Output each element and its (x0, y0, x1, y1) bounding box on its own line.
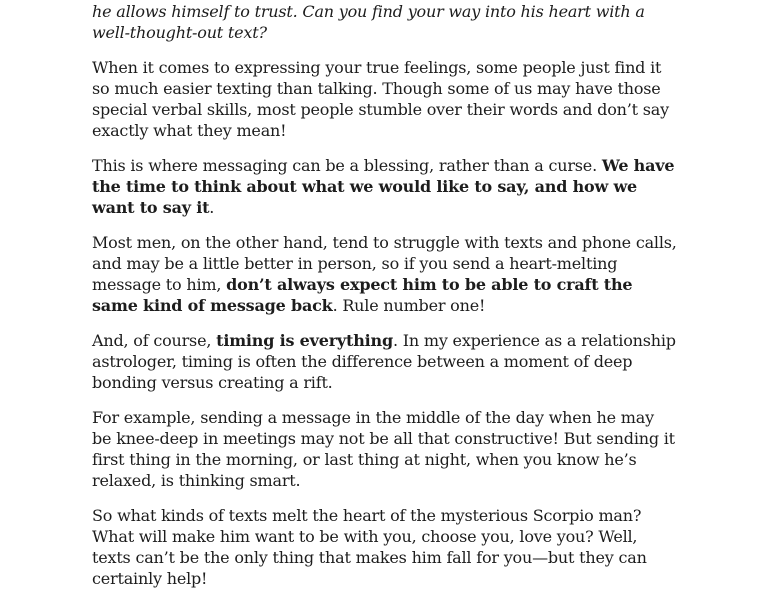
paragraph-most-men-struggle (92, 232, 678, 316)
text-segment-bold: timing is everything (216, 331, 393, 350)
paragraph-messaging-blessing (92, 155, 678, 218)
paragraph-texts-melt-heart (92, 505, 678, 589)
text-segment: So what kinds of texts melt the heart of the mysterious Scorpio man? What will make him want to be with you, choose you, love you? Well, texts can’t be the only thing that makes him fall for you—but they can certainly help! (92, 506, 647, 588)
text-segment: When it comes to expressing your true feelings, some people just find it so much easier texting than talking. Though some of us may have those special verbal skills, most people stumble over their words and don’t say exactly what they mean! (92, 58, 669, 140)
text-segment: . (209, 198, 215, 217)
text-segment: For example, sending a message in the middle of the day when he may be knee-deep in meetings may not be all that constructive! But sending it first thing in the morning, or last thing at night, when you know he’s relaxed, is thinking smart. (92, 408, 675, 490)
text-segment: . In my experience as a relationship astrologer, timing is often the difference between a moment of deep bonding versus creating a rift. (92, 331, 676, 392)
text-segment: he allows himself to trust. Can you find your way into his heart with a well-thought-out text? (92, 2, 645, 42)
text-segment-bold: don’t always expect him to be able to craft the same kind of message back (92, 275, 633, 315)
paragraph-intro-question (92, 1, 678, 43)
paragraph-timing-is-everything (92, 330, 678, 393)
text-segment: Most men, on the other hand, tend to struggle with texts and phone calls, and may be a little better in person, so if you send a heart-melting message to him, (92, 233, 677, 294)
text-segment: This is where messaging can be a blessing, rather than a curse. (92, 156, 602, 175)
text-segment: And, of course, (92, 331, 217, 350)
paragraph-timing-example (92, 407, 678, 491)
text-segment-bold: We have the time to think about what we would like to say, and how we want to say it (92, 156, 675, 217)
text-segment: . Rule number one! (332, 296, 486, 315)
paragraph-expressing-feelings (92, 57, 678, 141)
